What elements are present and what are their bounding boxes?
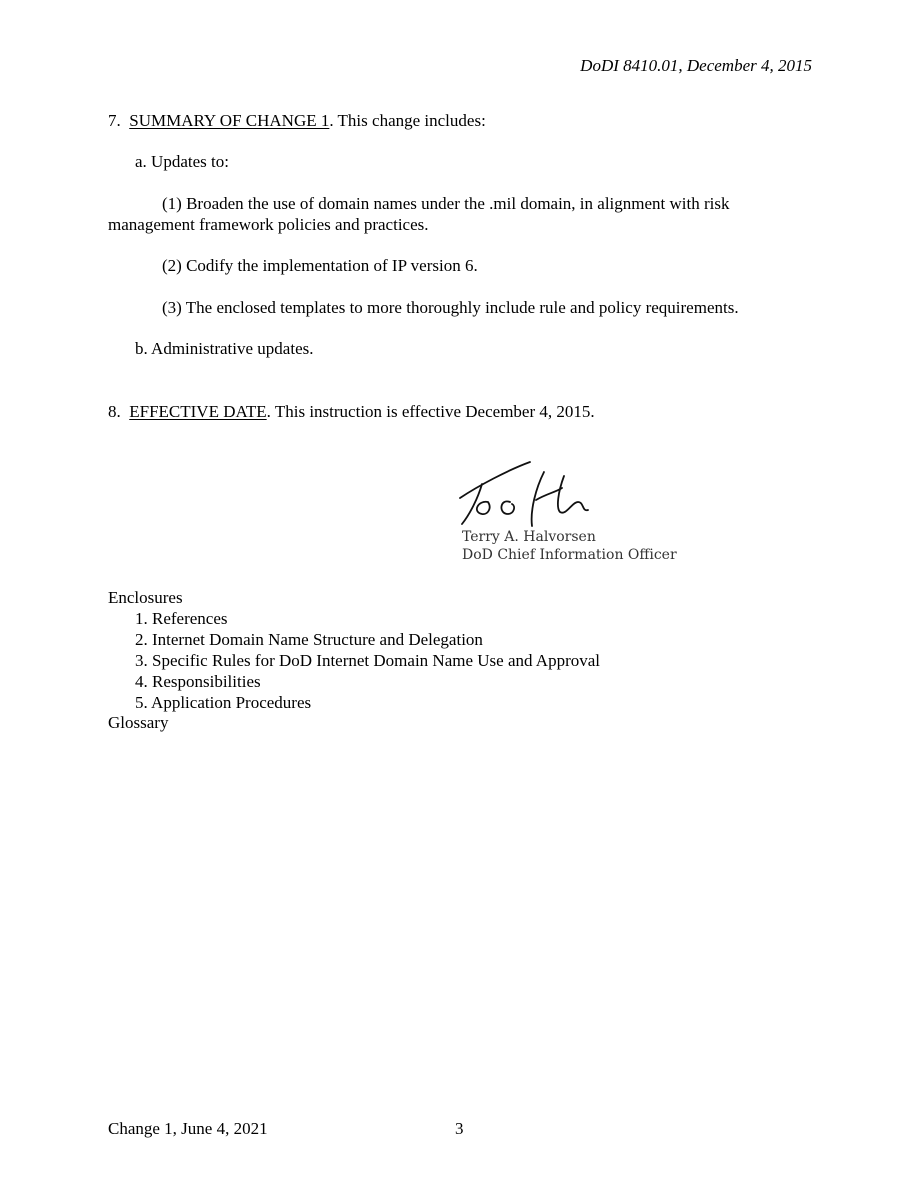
glossary-label: Glossary <box>108 713 169 732</box>
enclosure-item-3: 3. Specific Rules for DoD Internet Domain Name Use and Approval <box>135 651 601 670</box>
section-7a-item-2: (2) Codify the implementation of IP version 6. <box>162 256 478 275</box>
handwritten-signature <box>448 458 608 538</box>
signatory-title: DoD Chief Information Officer <box>462 547 677 563</box>
section-8-text: . This instruction is effective December 4, 2015. <box>266 402 595 421</box>
section-7-intro: . This change includes: <box>329 111 486 130</box>
enclosure-item-4: 4. Responsibilities <box>135 672 261 691</box>
footer-page-number: 3 <box>455 1119 464 1138</box>
section-7a-item-3: (3) The enclosed templates to more thoroughly include rule and policy requirements. <box>162 298 739 317</box>
section-7-line <box>108 112 486 129</box>
enclosure-item-5: 5. Application Procedures <box>135 693 312 712</box>
section-7a-item-1-line-1: (1) Broaden the use of domain names under the .mil domain, in alignment with risk <box>162 194 730 213</box>
signatory-name: Terry A. Halvorsen <box>462 529 596 545</box>
section-7b-label: b. Administrative updates. <box>135 339 314 358</box>
section-7a-item-1-line-2: management framework policies and practices. <box>108 215 429 234</box>
footer-change-date: Change 1, June 4, 2021 <box>108 1119 268 1138</box>
section-8-heading: EFFECTIVE DATE <box>129 402 267 421</box>
section-8-number: 8. <box>108 402 121 421</box>
section-8-line <box>108 403 595 420</box>
enclosure-item-2: 2. Internet Domain Name Structure and Delegation <box>135 630 483 649</box>
enclosure-item-1: 1. References <box>135 609 228 628</box>
section-7a-label: a. Updates to: <box>135 152 229 171</box>
section-7-number: 7. <box>108 111 121 130</box>
header-doc-reference: DoDI 8410.01, December 4, 2015 <box>580 56 812 75</box>
enclosures-heading: Enclosures <box>108 588 183 607</box>
section-7-heading: SUMMARY OF CHANGE 1 <box>129 111 330 130</box>
